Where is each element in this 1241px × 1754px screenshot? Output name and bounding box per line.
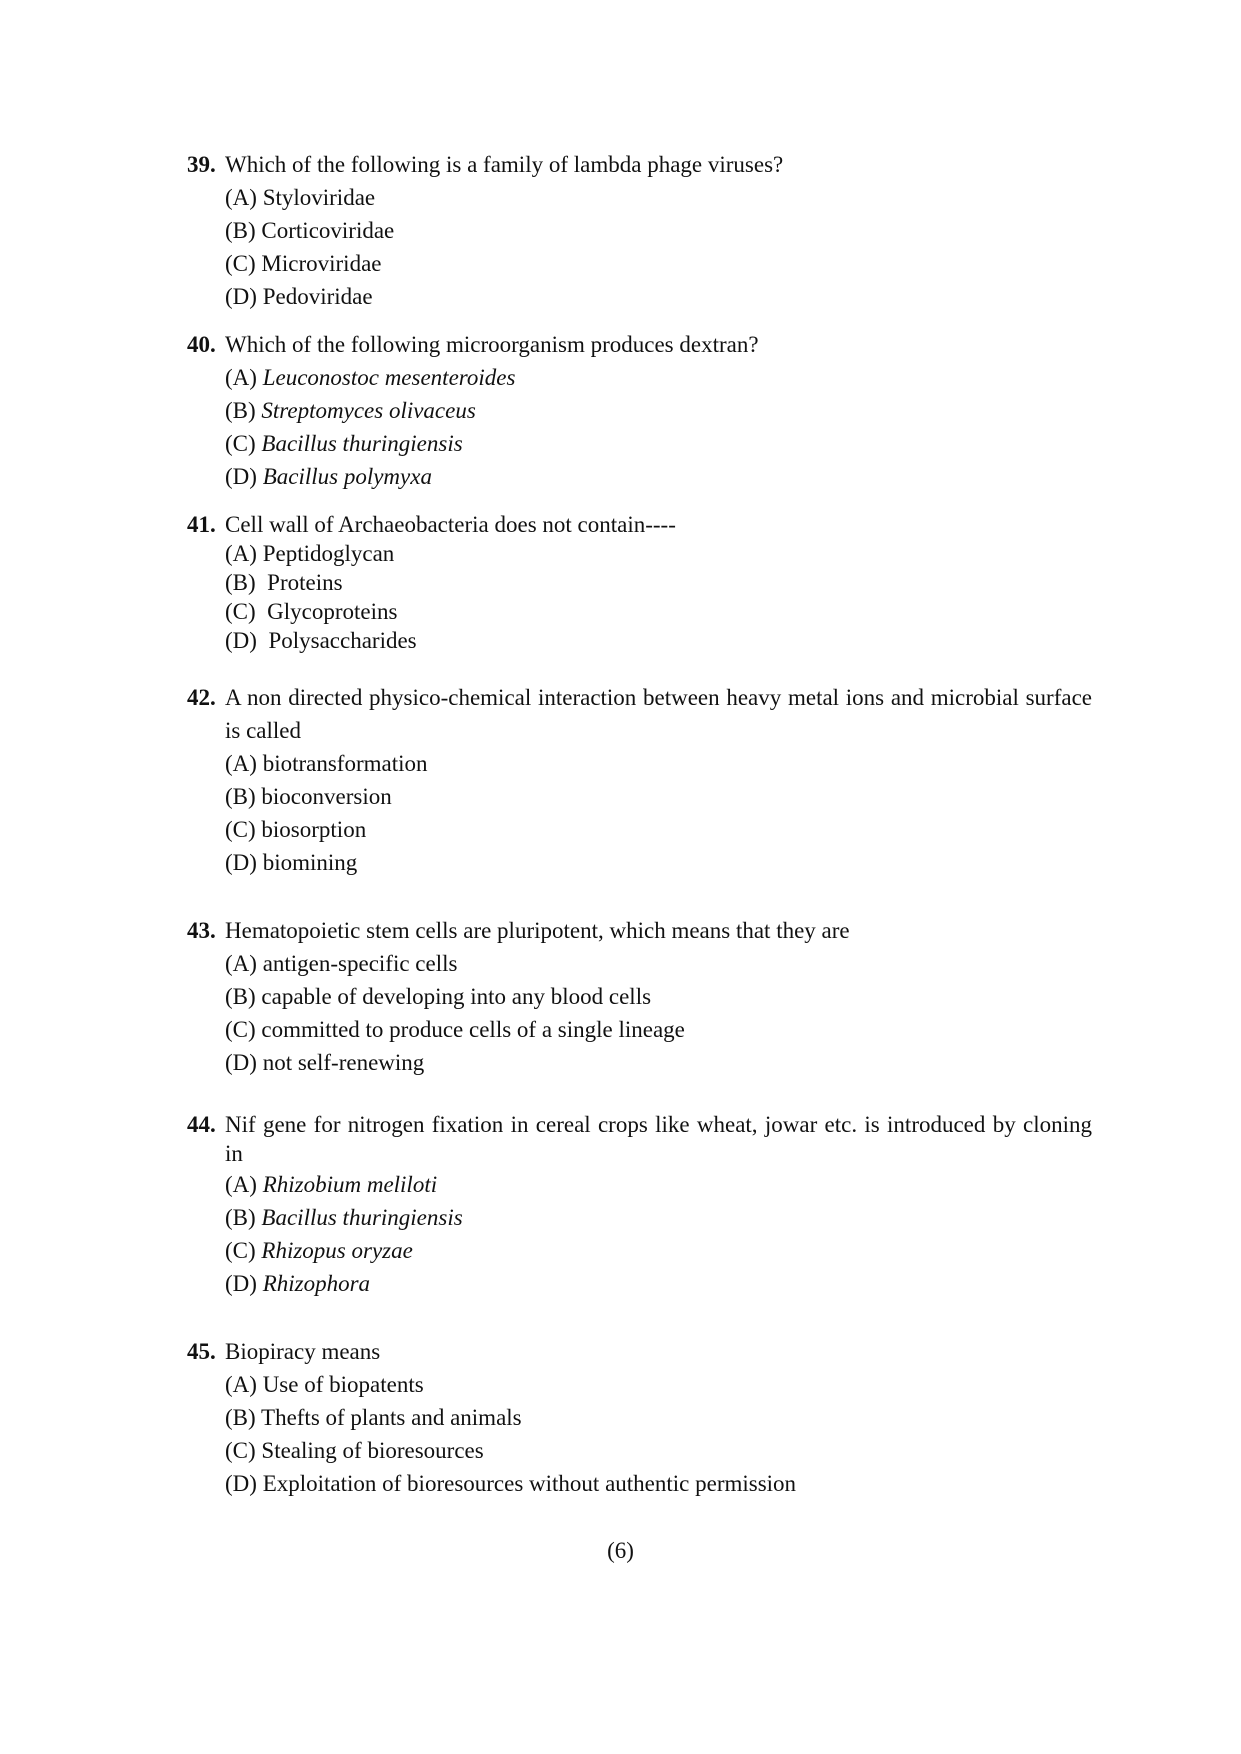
option-a: (A) Peptidoglycan bbox=[225, 541, 395, 566]
question-text: A non directed physico-chemical interaction between heavy metal ions and microbial surface is called bbox=[225, 685, 1092, 743]
question-41 bbox=[187, 510, 1092, 655]
option-c: (C) committed to produce cells of a single lineage bbox=[225, 1017, 685, 1042]
question-number: 42. bbox=[187, 685, 216, 710]
option-b: (B) Streptomyces olivaceus bbox=[225, 398, 476, 423]
question-42 bbox=[187, 681, 1092, 879]
option-d: (D) Bacillus polymyxa bbox=[225, 464, 432, 489]
option-d: (D) Pedoviridae bbox=[225, 284, 373, 309]
option-a: (A) Styloviridae bbox=[225, 185, 376, 210]
option-d: (D) biomining bbox=[225, 850, 358, 875]
option-b: (B) bioconversion bbox=[225, 784, 392, 809]
option-a: (A) Use of biopatents bbox=[225, 1372, 424, 1397]
option-a: (A) Leuconostoc mesenteroides bbox=[225, 365, 516, 390]
question-40 bbox=[187, 328, 1092, 493]
option-c: (C) Glycoproteins bbox=[225, 599, 398, 624]
question-text: Cell wall of Archaeobacteria does not contain---- bbox=[225, 512, 676, 537]
question-text: Which of the following microorganism produces dextran? bbox=[225, 332, 759, 357]
question-43 bbox=[187, 914, 1092, 1079]
page-number: (6) bbox=[607, 1538, 634, 1563]
option-c: (C) Rhizopus oryzae bbox=[225, 1238, 413, 1263]
option-c: (C) Stealing of bioresources bbox=[225, 1438, 484, 1463]
option-c: (C) biosorption bbox=[225, 817, 367, 842]
option-d: (D) Rhizophora bbox=[225, 1271, 371, 1296]
option-a: (A) biotransformation bbox=[225, 751, 428, 776]
question-text: Nif gene for nitrogen fixation in cereal crops like wheat, jowar etc. is introduced by cloning in bbox=[225, 1112, 1092, 1166]
question-number: 43. bbox=[187, 918, 216, 943]
option-a: (A) Rhizobium meliloti bbox=[225, 1172, 438, 1197]
option-c: (C) Microviridae bbox=[225, 251, 382, 276]
question-text: Biopiracy means bbox=[225, 1339, 381, 1364]
question-39 bbox=[187, 148, 1092, 313]
option-b: (B) Proteins bbox=[225, 570, 343, 595]
option-b: (B) Bacillus thuringiensis bbox=[225, 1205, 463, 1230]
option-a: (A) antigen-specific cells bbox=[225, 951, 458, 976]
option-d: (D) Polysaccharides bbox=[225, 628, 417, 653]
option-b: (B) capable of developing into any blood cells bbox=[225, 984, 652, 1009]
question-number: 45. bbox=[187, 1339, 216, 1364]
option-d: (D) not self-renewing bbox=[225, 1050, 425, 1075]
question-number: 41. bbox=[187, 512, 216, 537]
question-number: 39. bbox=[187, 152, 216, 177]
question-text: Hematopoietic stem cells are pluripotent, which means that they are bbox=[225, 918, 850, 943]
question-44 bbox=[187, 1110, 1092, 1300]
option-c: (C) Bacillus thuringiensis bbox=[225, 431, 463, 456]
option-b: (B) Corticoviridae bbox=[225, 218, 395, 243]
question-number: 40. bbox=[187, 332, 216, 357]
question-text: Which of the following is a family of lambda phage viruses? bbox=[225, 152, 784, 177]
question-45 bbox=[187, 1335, 1092, 1500]
question-number: 44. bbox=[187, 1112, 216, 1137]
option-d: (D) Exploitation of bioresources without authentic permission bbox=[225, 1471, 797, 1496]
option-b: (B) Thefts of plants and animals bbox=[225, 1405, 522, 1430]
